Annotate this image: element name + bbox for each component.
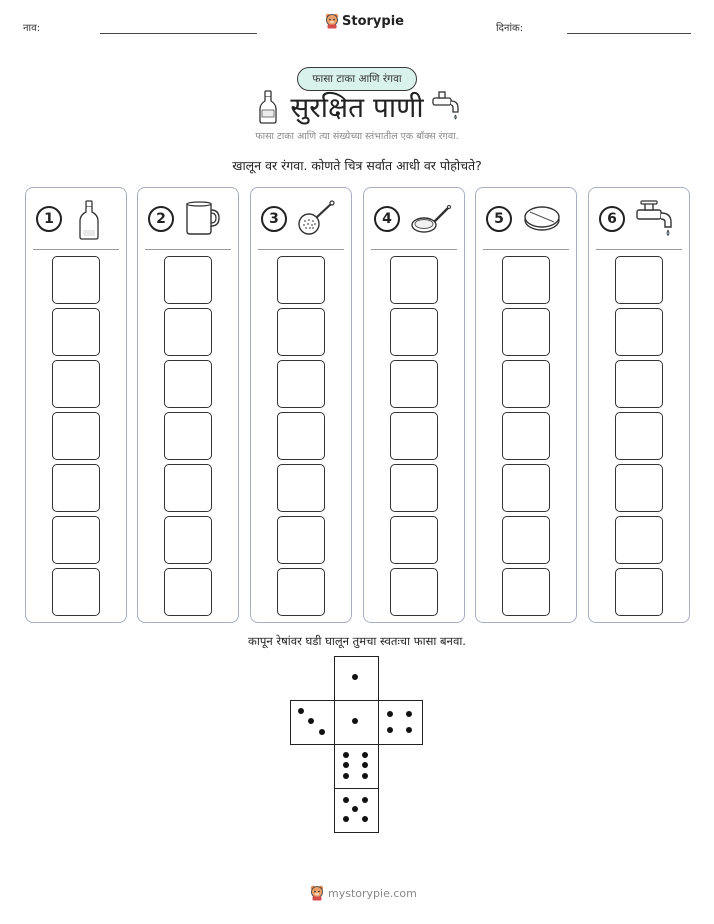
column-6 <box>588 187 690 623</box>
color-box[interactable] <box>502 360 550 408</box>
die-pip <box>362 816 368 822</box>
color-box[interactable] <box>502 256 550 304</box>
footer-url[interactable]: mystorypie.com <box>328 886 417 900</box>
die-face-1[interactable] <box>334 700 379 745</box>
color-box[interactable] <box>277 360 325 408</box>
color-box[interactable] <box>615 308 663 356</box>
column-divider <box>33 249 119 250</box>
instruction-text: खालून वर रंगवा. कोणते चित्र सर्वात आधी वर पोहोचते? <box>232 158 482 173</box>
color-box[interactable] <box>615 360 663 408</box>
color-box[interactable] <box>164 308 212 356</box>
box-stack <box>52 256 100 620</box>
color-box[interactable] <box>277 568 325 616</box>
color-box[interactable] <box>390 516 438 564</box>
color-box[interactable] <box>52 516 100 564</box>
color-box[interactable] <box>52 412 100 460</box>
column-number: 1 <box>36 206 62 232</box>
die-pip <box>343 797 349 803</box>
color-box[interactable] <box>164 516 212 564</box>
die-pip <box>362 797 368 803</box>
color-box[interactable] <box>502 516 550 564</box>
color-box[interactable] <box>277 412 325 460</box>
color-box[interactable] <box>390 256 438 304</box>
color-box[interactable] <box>615 568 663 616</box>
page-title: सुरक्षित पाणी <box>290 91 424 124</box>
box-stack <box>502 256 550 620</box>
die-pip <box>343 816 349 822</box>
color-box[interactable] <box>615 412 663 460</box>
die-pip <box>343 762 349 768</box>
mug-icon <box>184 200 222 236</box>
strainer-icon <box>297 200 337 236</box>
die-pip <box>362 773 368 779</box>
color-box[interactable] <box>390 308 438 356</box>
color-box[interactable] <box>277 516 325 564</box>
color-box[interactable] <box>277 464 325 512</box>
column-1 <box>25 187 127 623</box>
color-box[interactable] <box>164 412 212 460</box>
die-face-1[interactable] <box>334 656 379 701</box>
page-subtitle: फासा टाका आणि त्या संख्येच्या स्तंभातील एक बॉक्स रंगवा. <box>255 131 459 142</box>
color-box[interactable] <box>390 568 438 616</box>
die-pip <box>387 711 393 717</box>
column-5 <box>475 187 577 623</box>
column-number: 3 <box>261 206 287 232</box>
die-pip <box>352 674 358 680</box>
column-divider <box>258 249 344 250</box>
brand-logo <box>325 13 404 29</box>
column-divider <box>596 249 682 250</box>
color-box[interactable] <box>52 256 100 304</box>
name-line[interactable] <box>100 33 257 34</box>
column-divider <box>371 249 457 250</box>
column-2 <box>137 187 239 623</box>
die-face-4[interactable] <box>378 700 423 745</box>
die-pip <box>362 752 368 758</box>
color-box[interactable] <box>52 308 100 356</box>
color-box[interactable] <box>164 464 212 512</box>
column-divider <box>483 249 569 250</box>
bear-logo-icon <box>325 13 339 29</box>
die-pip <box>343 752 349 758</box>
bottle-icon <box>78 200 100 240</box>
die-pip <box>319 729 325 735</box>
column-3 <box>250 187 352 623</box>
tablet-icon <box>522 200 562 236</box>
color-box[interactable] <box>390 412 438 460</box>
die-pip <box>298 708 304 714</box>
box-stack <box>277 256 325 620</box>
die-pip <box>308 718 314 724</box>
brand-name: Storypie <box>342 13 404 29</box>
die-pip <box>352 806 358 812</box>
die-pip <box>362 762 368 768</box>
date-label: दिनांक: <box>496 23 524 34</box>
color-box[interactable] <box>52 568 100 616</box>
footer <box>310 885 417 901</box>
tap-icon <box>430 90 460 120</box>
color-box[interactable] <box>502 412 550 460</box>
color-box[interactable] <box>164 568 212 616</box>
color-box[interactable] <box>502 308 550 356</box>
pan-icon <box>410 200 452 236</box>
die-pip <box>406 727 412 733</box>
color-box[interactable] <box>615 516 663 564</box>
column-4 <box>363 187 465 623</box>
activity-badge: फासा टाका आणि रंगवा <box>297 67 417 91</box>
column-number: 6 <box>599 206 625 232</box>
box-stack <box>390 256 438 620</box>
color-box[interactable] <box>277 256 325 304</box>
column-number: 4 <box>374 206 400 232</box>
name-label: नाव: <box>23 23 41 34</box>
color-box[interactable] <box>164 360 212 408</box>
tap-icon <box>635 200 675 238</box>
box-stack <box>615 256 663 620</box>
die-pip <box>387 727 393 733</box>
box-stack <box>164 256 212 620</box>
color-box[interactable] <box>390 464 438 512</box>
die-pip <box>406 711 412 717</box>
color-box[interactable] <box>615 256 663 304</box>
color-box[interactable] <box>164 256 212 304</box>
color-box[interactable] <box>502 568 550 616</box>
column-number: 2 <box>148 206 174 232</box>
color-box[interactable] <box>502 464 550 512</box>
column-divider <box>145 249 231 250</box>
color-box[interactable] <box>615 464 663 512</box>
color-box[interactable] <box>52 360 100 408</box>
die-face-6[interactable] <box>334 744 379 789</box>
color-box[interactable] <box>277 308 325 356</box>
color-box[interactable] <box>52 464 100 512</box>
bear-logo-icon <box>310 885 324 901</box>
die-pip <box>352 718 358 724</box>
column-number: 5 <box>486 206 512 232</box>
color-box[interactable] <box>390 360 438 408</box>
cutout-instruction: कापून रेषांवर घडी घालून तुमचा स्वतःचा फासा बनवा. <box>248 634 466 648</box>
die-pip <box>343 773 349 779</box>
die-face-3[interactable] <box>290 700 335 745</box>
date-line[interactable] <box>567 33 691 34</box>
die-face-5[interactable] <box>334 788 379 833</box>
